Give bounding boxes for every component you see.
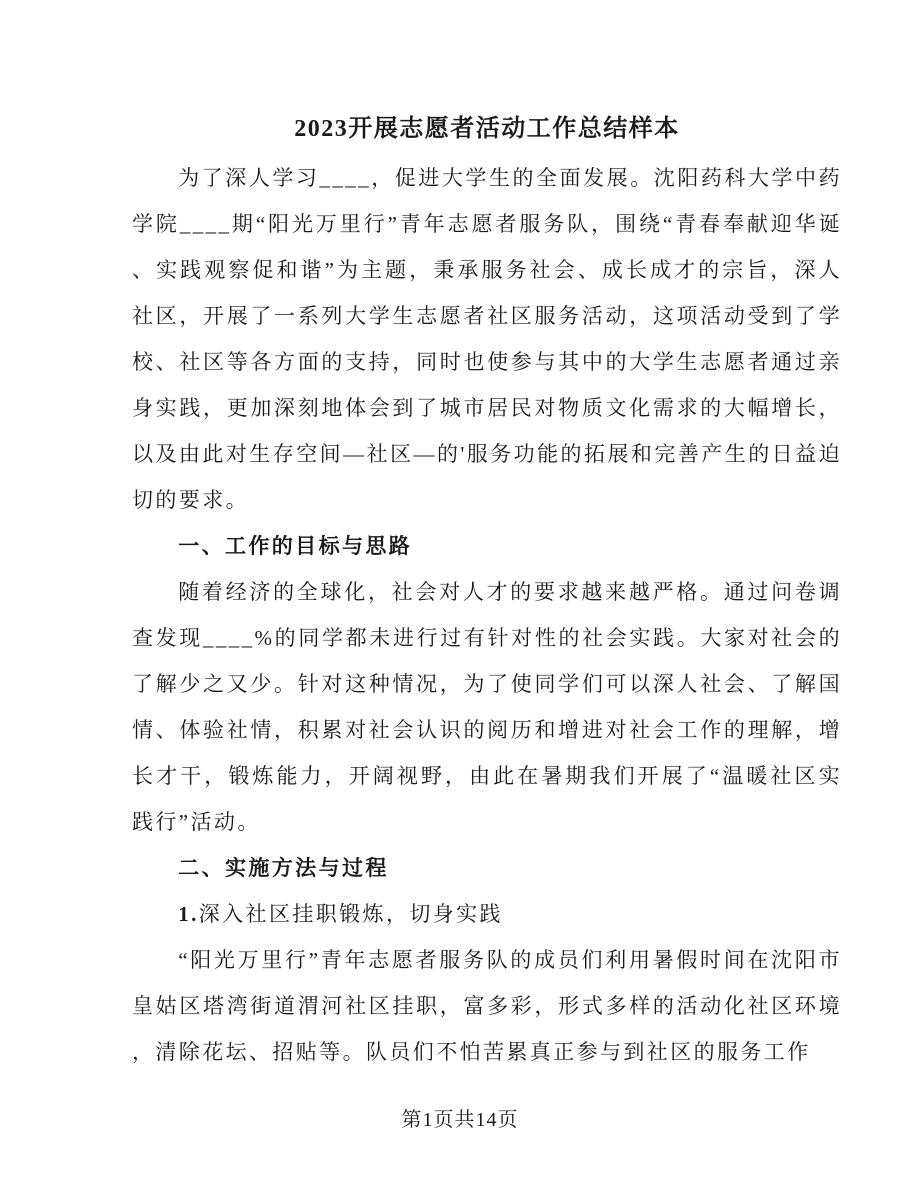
subitem-number: 1. [178,902,199,926]
document-title: 2023开展志愿者活动工作总结样本 [294,116,680,142]
section-2-paragraph: “阳光万里行”青年志愿者服务队的成员们利用暑假时间在沈阳市皇姑区塔湾街道渭河社区挂职，富多彩，形式多样的活动化社区环境，清除花坛、招贴等。队员们不怕苦累真正参与到社区的服务工作 [132,948,842,1064]
page-number: 第1页共14页 [401,1109,519,1131]
subitem-heading [132,891,842,937]
section-1-paragraph: 随着经济的全球化，社会对人才的要求越来越严格。通过问卷调查发现____%的同学都未进行过有针对性的社会实践。大家对社会的了解少之又少。针对这种情况，为了使同学们可以深人社会、了解国情、体验社情，积累对社会认识的阅历和增进对社会工作的理解，增长才干，锻炼能力，开阔视野，由此在暑期我们开展了“温暖社区实践行”活动。 [132,580,842,834]
document-body [132,106,842,1075]
subitem-title: 深入社区挂职锻炼，切身实践 [198,902,503,926]
section-heading-2: 二、实施方法与过程 [178,856,389,880]
intro-paragraph: 为了深人学习____，促进大学生的全面发展。沈阳药科大学中药学院____期“阳光万里行”青年志愿者服务队，围绕“青春奉献迎华诞、实践观察促和谐”为主题，秉承服务社会、成长成才的宗旨，深人社区，开展了一系列大学生志愿者社区服务活动，这项活动受到了学校、社区等各方面的支持，同时也使参与其中的大学生志愿者通过亲身实践，更加深刻地体会到了城市居民对物质文化需求的大幅增长，以及由此对生存空间—社区—的'服务功能的拓展和完善产生的日益迫切的要求。 [132,166,842,512]
section-heading-1: 一、工作的目标与思路 [178,534,413,558]
